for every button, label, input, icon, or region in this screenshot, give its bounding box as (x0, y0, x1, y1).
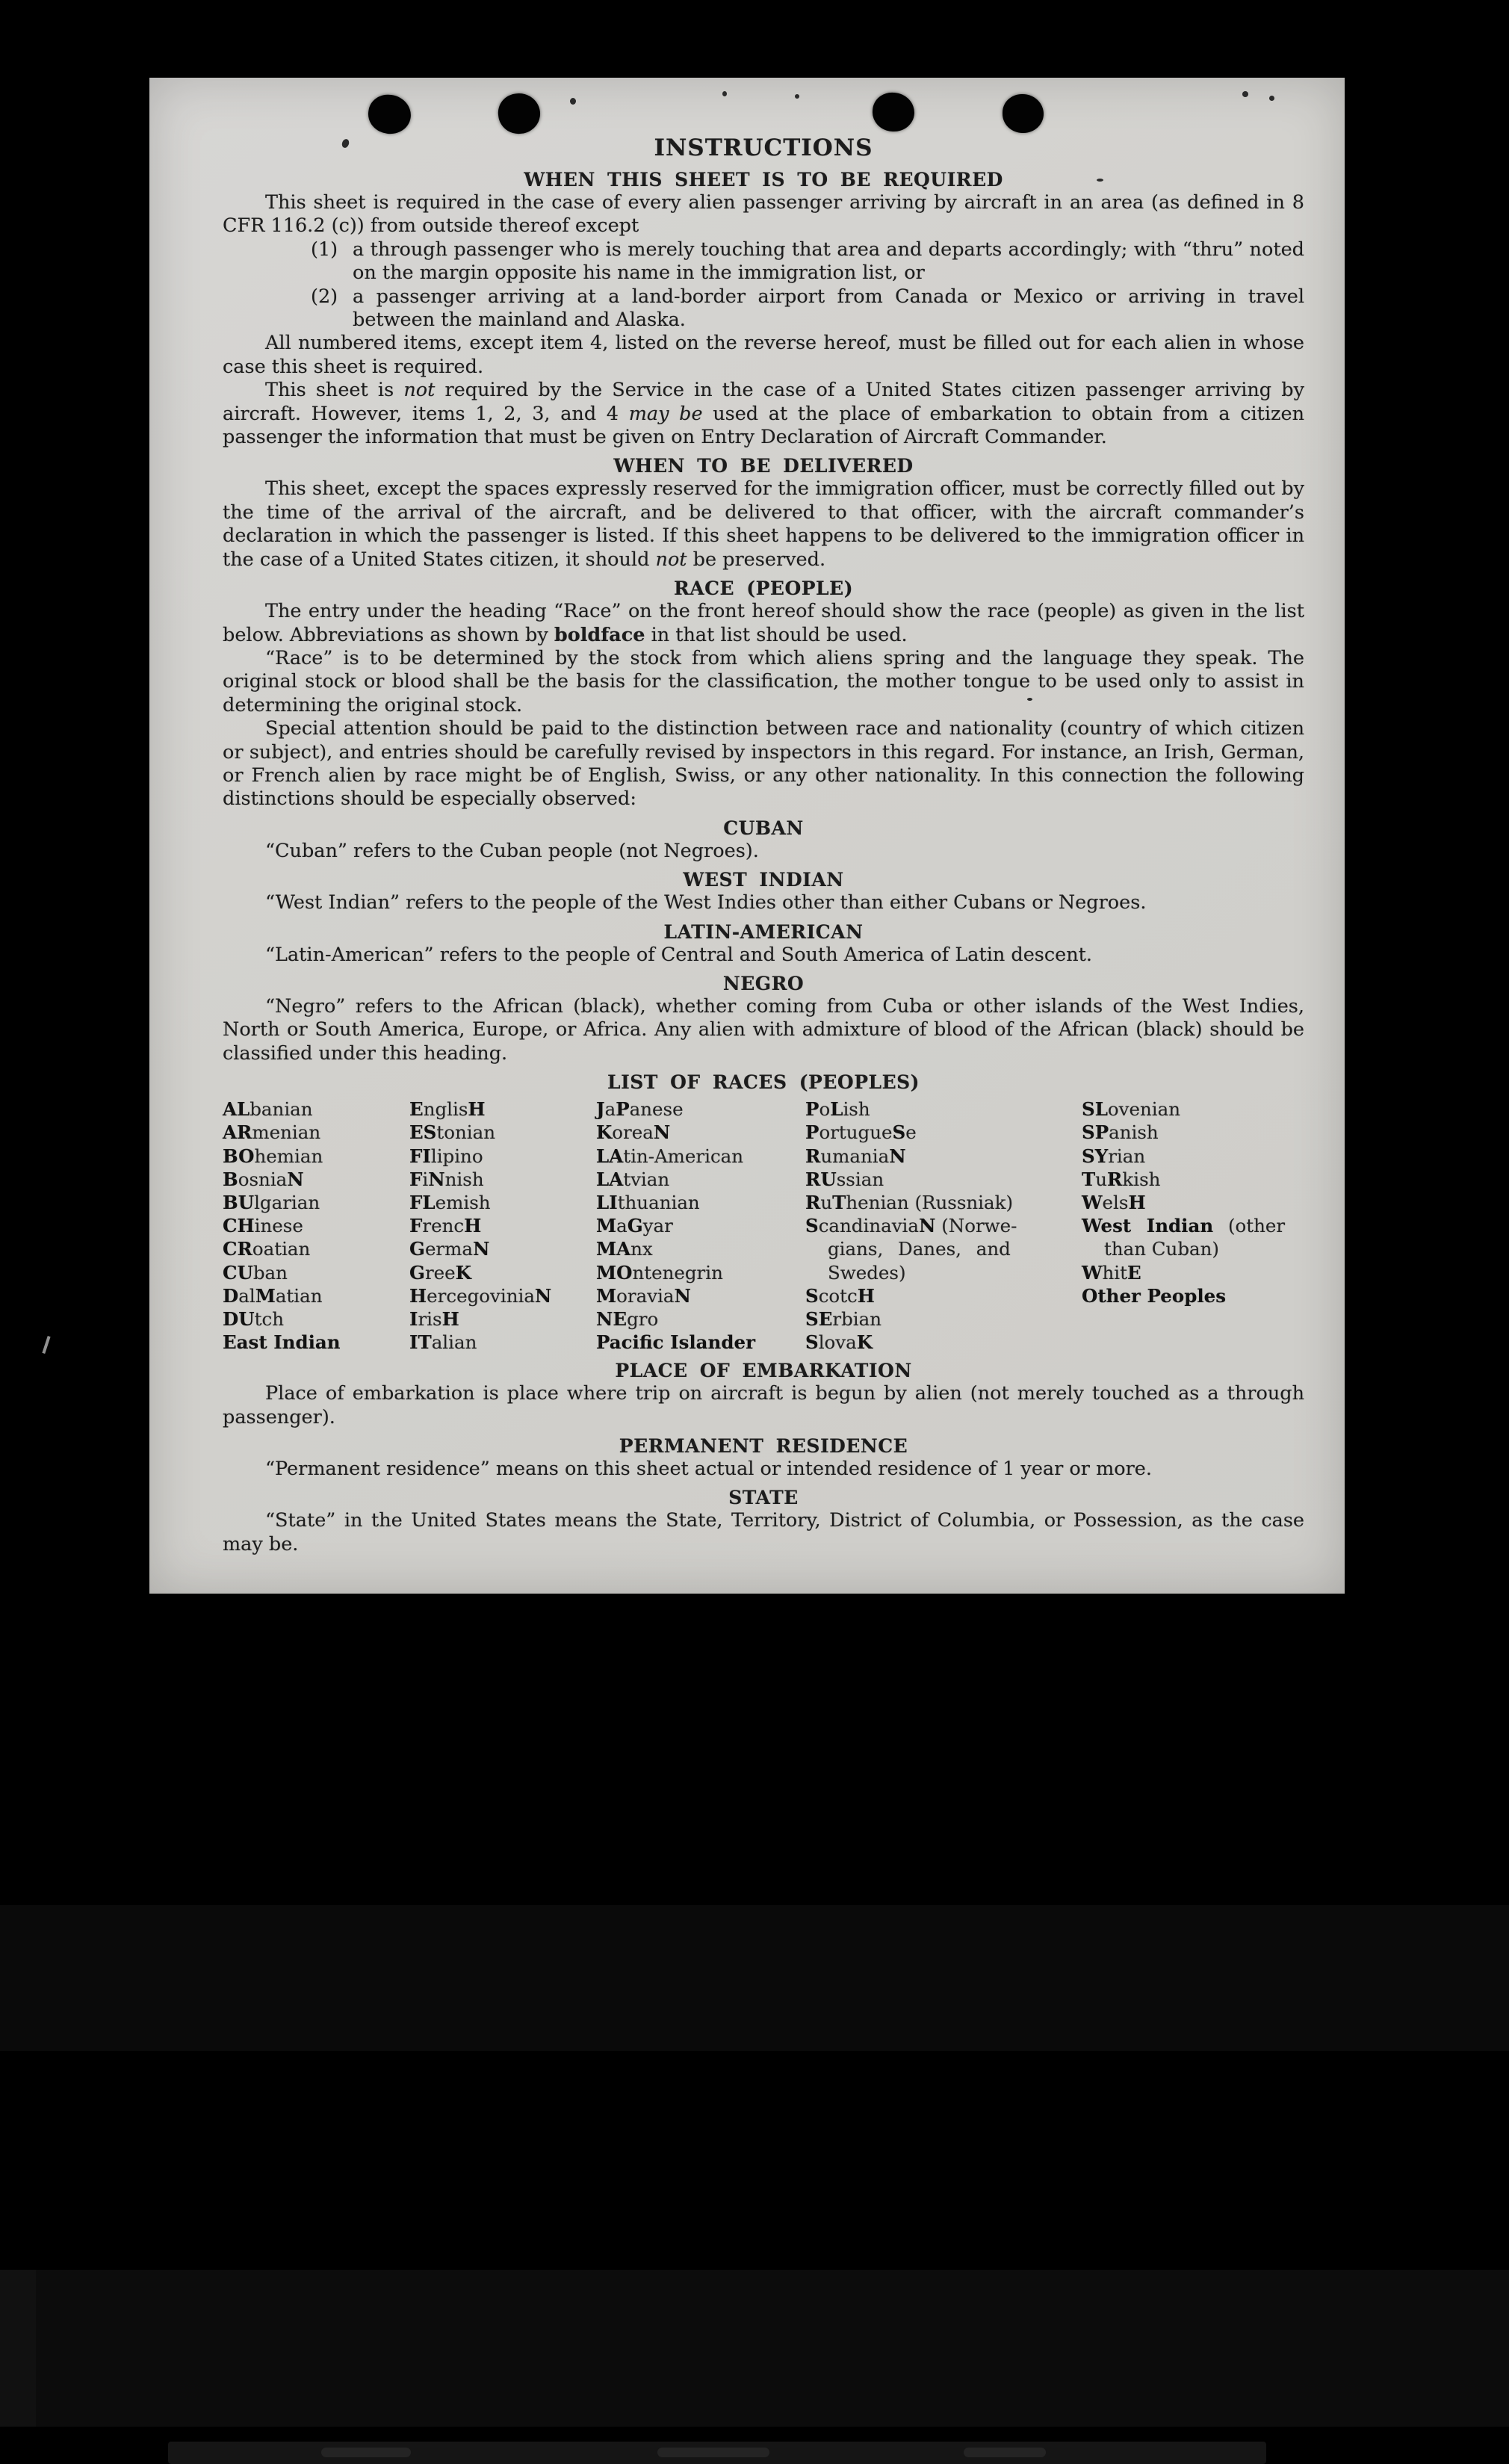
race-entry: BosniaN (223, 1168, 304, 1190)
race-entry: Other Peoples (1082, 1284, 1227, 1307)
race-entry: JaPanese (596, 1098, 684, 1121)
heading-west-indian: WEST INDIAN (683, 869, 844, 891)
race-entry: CHinese (223, 1215, 303, 1237)
race-entry: PortugueSe (805, 1121, 917, 1144)
para-state: “State” in the United States means the State, Territory, District of Columbia, or Possession, as the case may be. (223, 1509, 1304, 1556)
race-entry: BUlgarian (223, 1191, 320, 1213)
race-entry: GermaN (409, 1238, 490, 1260)
race-entry: FiNnish (409, 1168, 484, 1190)
heading-negro: NEGRO (722, 972, 805, 994)
race-entry: PoLish (805, 1098, 870, 1121)
scan-artifact-blob (321, 2448, 411, 2457)
race-entry: WhitE (1082, 1261, 1141, 1284)
para-not-required: This sheet is not required by the Service in the case of a United States citizen passenger arriving by aircraft. However, items 1, 2, 3, and 4 may be used at the place of embarkation to obtain from a citizen passenger the information that must be given on Entry Declaration of Aircraft Commander. (223, 379, 1305, 449)
heading-state: STATE (728, 1487, 799, 1509)
para-race-entry: The entry under the heading “Race” on the front hereof should show the race (people) as given in the list below. Abbreviations as shown by boldface in that list should be used. (223, 600, 1304, 646)
scan-artifact-band (0, 2270, 1509, 2427)
heading-list-of-races: LIST OF RACES (PEOPLES) (607, 1071, 920, 1094)
race-entry: FIlipino (409, 1145, 483, 1167)
races-column (805, 1098, 1082, 1354)
race-entry: MAnx (596, 1238, 653, 1260)
race-entry: MOntenegrin (596, 1261, 723, 1284)
race-entry: FLemish (409, 1191, 491, 1213)
race-entry: LAtvian (596, 1168, 670, 1190)
heading-latin-american: LATIN-AMERICAN (663, 920, 864, 943)
item-1: (1) a through passenger who is merely touching that area and departs accordingly; with “thru” noted on the margin opposite his name in the immigration list, or (311, 238, 1304, 285)
para-west-indian: “West Indian” refers to the people of the West Indies other than either Cubans or Negroes. (265, 891, 1147, 914)
race-entry: DalMatian (223, 1284, 323, 1307)
race-entry: SErbian (805, 1307, 881, 1330)
heading-place-of-embarkation: PLACE OF EMBARKATION (615, 1360, 912, 1382)
race-entry: than Cuban) (1104, 1238, 1219, 1260)
races-column (409, 1098, 596, 1354)
para-numbered-items: All numbered items, except item 4, listed on the reverse hereof, must be filled out for each alien in whose case this sheet is required. (223, 332, 1304, 378)
para-embarkation: Place of embarkation is place where trip on aircraft is begun by alien (not merely touched as a through passenger). (223, 1382, 1304, 1428)
para-permanent-residence: “Permanent residence” means on this sheet actual or intended residence of 1 year or more. (265, 1458, 1152, 1481)
race-entry: WelsH (1082, 1191, 1146, 1213)
list-item-number: (2) (311, 285, 338, 308)
race-entry: ARmenian (223, 1121, 321, 1144)
list-item-number: (1) (311, 238, 338, 261)
race-entry: ScotcH (805, 1284, 875, 1307)
document-content (149, 78, 1345, 1556)
race-entry: SPanish (1082, 1121, 1159, 1144)
races-column (223, 1098, 409, 1354)
race-entry: KoreaN (596, 1121, 671, 1144)
race-entry: SLovenian (1082, 1098, 1181, 1121)
races-column (1082, 1098, 1304, 1354)
race-entry: EnglisH (409, 1098, 486, 1121)
race-entry: SlovaK (805, 1331, 873, 1354)
para-negro: “Negro” refers to the African (black), whether coming from Cuba or other islands of the West Indies, North or South America, Europe, or Africa. Any alien with admixture of blood of the African (black) should be classified under this heading. (223, 994, 1304, 1065)
scan-scratch (42, 1336, 50, 1354)
race-entry: CRoatian (223, 1238, 311, 1260)
heading-race-people: RACE (PEOPLE) (673, 578, 854, 600)
race-entry: SYrian (1082, 1145, 1146, 1167)
para-race-determination: “Race” is to be determined by the stock from which aliens spring and the language they speak. The original stock or blood shall be the basis for the classification, the mother tongue to be used only to assist in determining the original stock. (223, 646, 1304, 716)
para-cuban: “Cuban” refers to the Cuban people (not Negroes). (265, 839, 759, 862)
race-entry: ALbanian (223, 1098, 313, 1121)
races-column (596, 1098, 805, 1354)
scan-artifact-blob (964, 2448, 1046, 2457)
race-entry: CUban (223, 1261, 288, 1284)
race-entry: LAtin-American (596, 1145, 744, 1167)
para-required: This sheet is required in the case of every alien passenger arriving by aircraft in an area (as defined in 8 CFR 116.2 (c)) from outside thereof except (223, 191, 1304, 238)
document-title: INSTRUCTIONS (654, 134, 873, 161)
heading-cuban: CUBAN (723, 817, 804, 839)
race-entry: FrencH (409, 1215, 482, 1237)
race-entry: RUssian (805, 1168, 884, 1190)
race-entry: GreeK (409, 1261, 471, 1284)
race-entry: LIthuanian (596, 1191, 700, 1213)
document-page (149, 78, 1345, 1594)
scan-artifact-blob (657, 2448, 769, 2457)
race-entry: ITalian (409, 1331, 477, 1354)
para-latin-american: “Latin-American” refers to the people of Central and South America of Latin descent. (265, 943, 1093, 966)
race-entry: EStonian (409, 1121, 495, 1144)
para-delivery: This sheet, except the spaces expressly reserved for the immigration officer, must be correctly filled out by the time of the arrival of the aircraft, and be delivered to that officer, with the aircraft commander’s declaration in which the passenger is listed. If this sheet happens to be delivered to the immigration officer in the case of a United States citizen, it should not be preserved. (223, 477, 1304, 571)
heading-when-required: WHEN THIS SHEET IS TO BE REQUIRED (524, 169, 1003, 191)
race-entry: ScandinaviaN (Norwe- (805, 1215, 1017, 1237)
race-entry: RuThenian (Russniak) (805, 1191, 1014, 1213)
heading-when-delivered: WHEN TO BE DELIVERED (613, 455, 914, 477)
race-entry: DUtch (223, 1307, 284, 1330)
race-entry: HercegoviniaN (409, 1284, 552, 1307)
race-entry: NEgro (596, 1307, 659, 1330)
race-entry: RumaniaN (805, 1145, 906, 1167)
scan-artifact-band (0, 2270, 36, 2427)
race-entry: West Indian (other (1082, 1215, 1286, 1237)
heading-permanent-residence: PERMANENT RESIDENCE (619, 1435, 908, 1458)
race-entry: Pacific Islander (596, 1331, 755, 1354)
race-entry: Swedes) (828, 1261, 906, 1284)
race-entry: IrisH (409, 1307, 459, 1330)
race-entry: gians, Danes, and (828, 1238, 1011, 1260)
race-entry: East Indian (223, 1331, 341, 1354)
race-entry: BOhemian (223, 1145, 323, 1167)
race-entry: TuRkish (1082, 1168, 1161, 1190)
item-2: (2) a passenger arriving at a land-border airport from Canada or Mexico or arriving in travel between the mainland and Alaska. (311, 285, 1304, 332)
race-entry: MaGyar (596, 1215, 673, 1237)
scan-artifact-band (0, 1905, 1509, 2051)
races-list (223, 1098, 1304, 1354)
para-race-nationality: Special attention should be paid to the distinction between race and nationality (country of which citizen or subject), and entries should be carefully revised by inspectors in this regard. For instance, an Irish, German, or French alien by race might be of English, Swiss, or any other nationality. In this connection the following distinctions should be especially observed: (223, 717, 1304, 811)
race-entry: MoraviaN (596, 1284, 691, 1307)
